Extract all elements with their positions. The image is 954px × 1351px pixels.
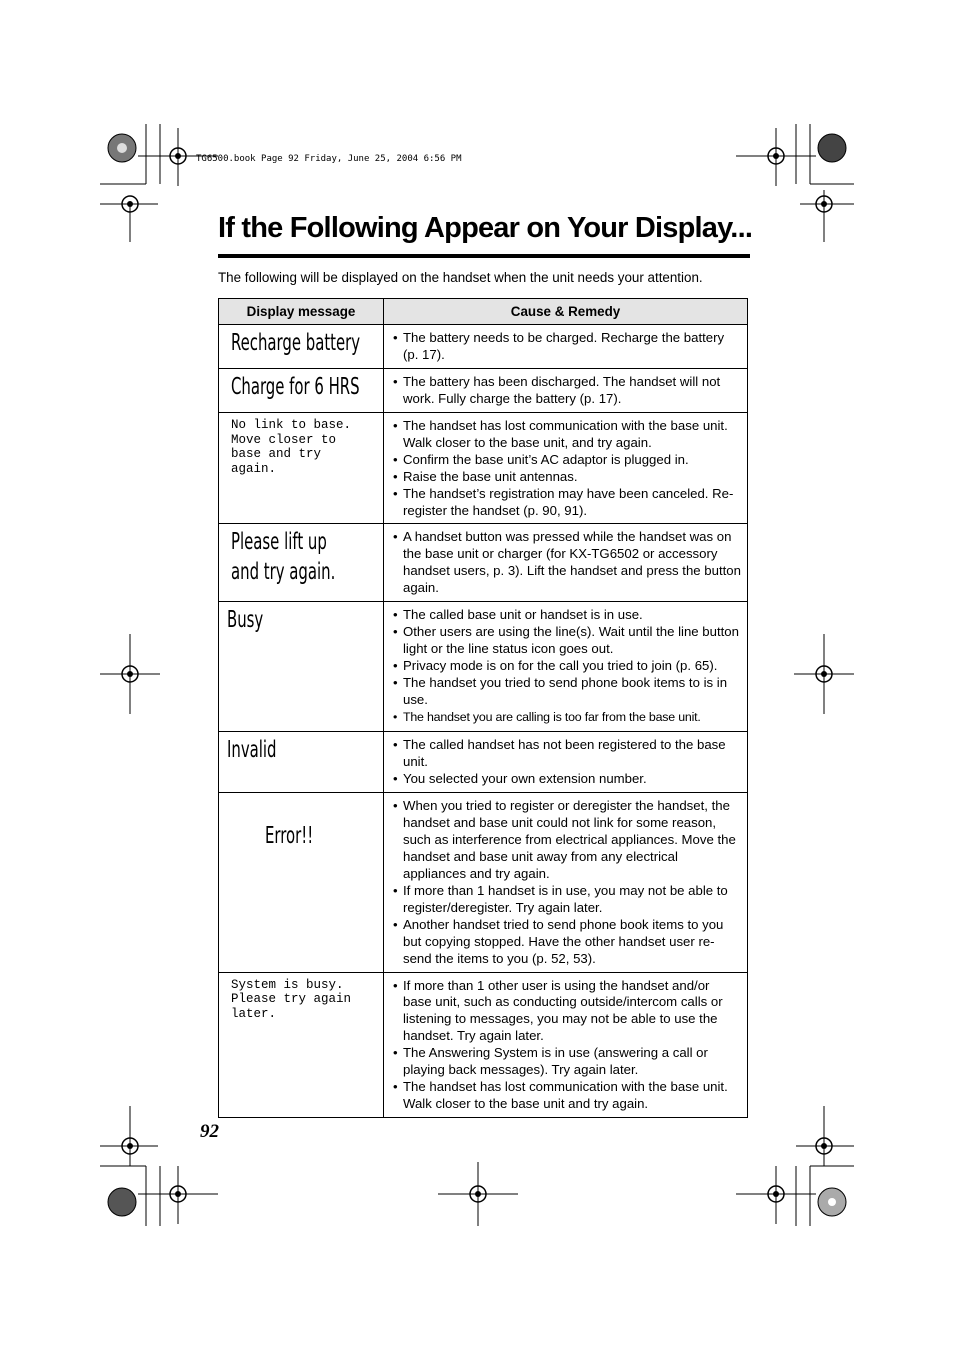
display-message-cell xyxy=(219,524,384,602)
registration-mark-top-left xyxy=(100,120,220,245)
cause-remedy-cell xyxy=(384,369,748,413)
registration-mark-bottom-center xyxy=(438,1162,518,1226)
remedy-list xyxy=(384,973,747,1117)
table-row xyxy=(219,413,748,524)
table-row xyxy=(219,793,748,972)
intro-text: The following will be displayed on the handset when the unit needs your attention. xyxy=(218,270,703,285)
remedy-item: • If more than 1 other user is using the handset and/or base unit, such as conducting outside/intercom calls or listening to messages, you may not be able to use the handset. Try again later. xyxy=(403,978,741,1046)
remedy-list xyxy=(384,413,747,523)
cause-remedy-cell xyxy=(384,524,748,602)
display-message-cell xyxy=(219,972,384,1117)
display-message-line: base and try xyxy=(231,447,322,461)
display-message-text xyxy=(231,978,383,1022)
registration-mark-mid-right xyxy=(794,634,854,714)
registration-mark-mid-left xyxy=(100,634,160,714)
remedy-item: • The handset has lost communication with the base unit. Walk closer to the base unit, and try again. xyxy=(403,418,741,452)
remedy-item: • The Answering System is in use (answering a call or playing back messages). Try again later. xyxy=(403,1045,741,1079)
display-message-line: Please try again xyxy=(231,992,352,1006)
table-row xyxy=(219,325,748,369)
title-rule xyxy=(218,254,750,258)
remedy-item: • Raise the base unit antennas. xyxy=(403,469,741,486)
display-message-line: Charge for 6 HRS xyxy=(231,374,360,400)
display-message-cell xyxy=(219,413,384,524)
display-message-cell xyxy=(219,732,384,793)
remedy-item: • Another handset tried to send phone book items to you but copying stopped. Have the other handset user re-send the items to you (p. 52, 53). xyxy=(403,917,741,968)
display-message-line: Error!! xyxy=(265,823,314,850)
remedy-list xyxy=(384,369,747,412)
display-message-table xyxy=(218,298,748,1118)
table-row xyxy=(219,602,748,732)
display-message-line: System is busy. xyxy=(231,977,344,992)
display-message-line: again. xyxy=(231,461,277,476)
display-message-cell xyxy=(219,602,384,732)
display-message-line: Busy xyxy=(227,607,264,634)
display-message-line: Invalid xyxy=(227,737,277,764)
cause-remedy-cell xyxy=(384,972,748,1117)
remedy-list xyxy=(384,325,747,368)
remedy-item: • Other users are using the line(s). Wait until the line button light or the line status icon goes out. xyxy=(403,624,741,658)
remedy-list xyxy=(384,524,747,601)
registration-mark-top-right xyxy=(736,120,856,245)
page-number: 92 xyxy=(200,1121,219,1142)
column-header-remedy: Cause & Remedy xyxy=(384,299,748,325)
remedy-item: • You selected your own extension number. xyxy=(403,771,741,788)
page-title: If the Following Appear on Your Display... xyxy=(218,212,753,244)
display-message-cell xyxy=(219,325,384,369)
display-message-cell xyxy=(219,793,384,972)
cause-remedy-cell xyxy=(384,325,748,369)
cause-remedy-cell xyxy=(384,602,748,732)
table-row xyxy=(219,369,748,413)
display-message-cell xyxy=(219,369,384,413)
remedy-item: • The handset you are calling is too far from the base unit. xyxy=(403,709,741,726)
display-message-line: later. xyxy=(231,1006,277,1021)
remedy-item: • The battery needs to be charged. Recharge the battery (p. 17). xyxy=(403,330,741,364)
table-row xyxy=(219,972,748,1117)
remedy-item: • Confirm the base unit’s AC adaptor is plugged in. xyxy=(403,452,741,469)
remedy-item: • When you tried to register or deregister the handset, the handset and base unit could not link for some reason, such as interference from electrical appliances. Move the handset and base unit away from any electrical appliances and try again. xyxy=(403,798,741,883)
remedy-item: • The handset you tried to send phone book items to is in use. xyxy=(403,675,741,709)
remedy-list xyxy=(384,793,747,971)
print-header: TG6500.book Page 92 Friday, June 25, 2004 6:56 PM xyxy=(196,154,462,164)
cause-remedy-cell xyxy=(384,732,748,793)
remedy-item: • If more than 1 handset is in use, you may not be able to register/deregister. Try again later. xyxy=(403,883,741,917)
display-message-line: and try again. xyxy=(231,559,336,586)
cause-remedy-cell xyxy=(384,413,748,524)
registration-mark-bottom-right xyxy=(736,1106,856,1231)
remedy-item: • Privacy mode is on for the call you tried to join (p. 65). xyxy=(403,658,741,675)
remedy-item: • The called handset has not been registered to the base unit. xyxy=(403,737,741,771)
remedy-item: • The battery has been discharged. The handset will not work. Fully charge the battery (p. 17). xyxy=(403,374,741,408)
remedy-item: • The called base unit or handset is in use. xyxy=(403,607,741,624)
cause-remedy-cell xyxy=(384,793,748,972)
display-message-line: Please lift up xyxy=(231,529,327,556)
remedy-item: • A handset button was pressed while the handset was on the base unit or charger (for KX-TG6502 or accessory handset users, p. 3). Lift the handset and press the button again. xyxy=(403,529,741,597)
remedy-item: • The handset has lost communication with the base unit. Walk closer to the base unit and try again. xyxy=(403,1079,741,1113)
display-message-line: No link to base. xyxy=(231,418,352,432)
remedy-list xyxy=(384,602,747,729)
table-row xyxy=(219,524,748,602)
display-message-text xyxy=(231,418,383,476)
remedy-list xyxy=(384,732,747,792)
display-message-line: Move closer to xyxy=(231,432,337,447)
display-message-line: Recharge battery xyxy=(231,330,361,356)
table-row xyxy=(219,732,748,793)
remedy-item: • The handset’s registration may have been canceled. Re-register the handset (p. 90, 91). xyxy=(403,486,741,520)
table-header-row xyxy=(219,299,748,325)
column-header-display: Display message xyxy=(219,299,384,325)
